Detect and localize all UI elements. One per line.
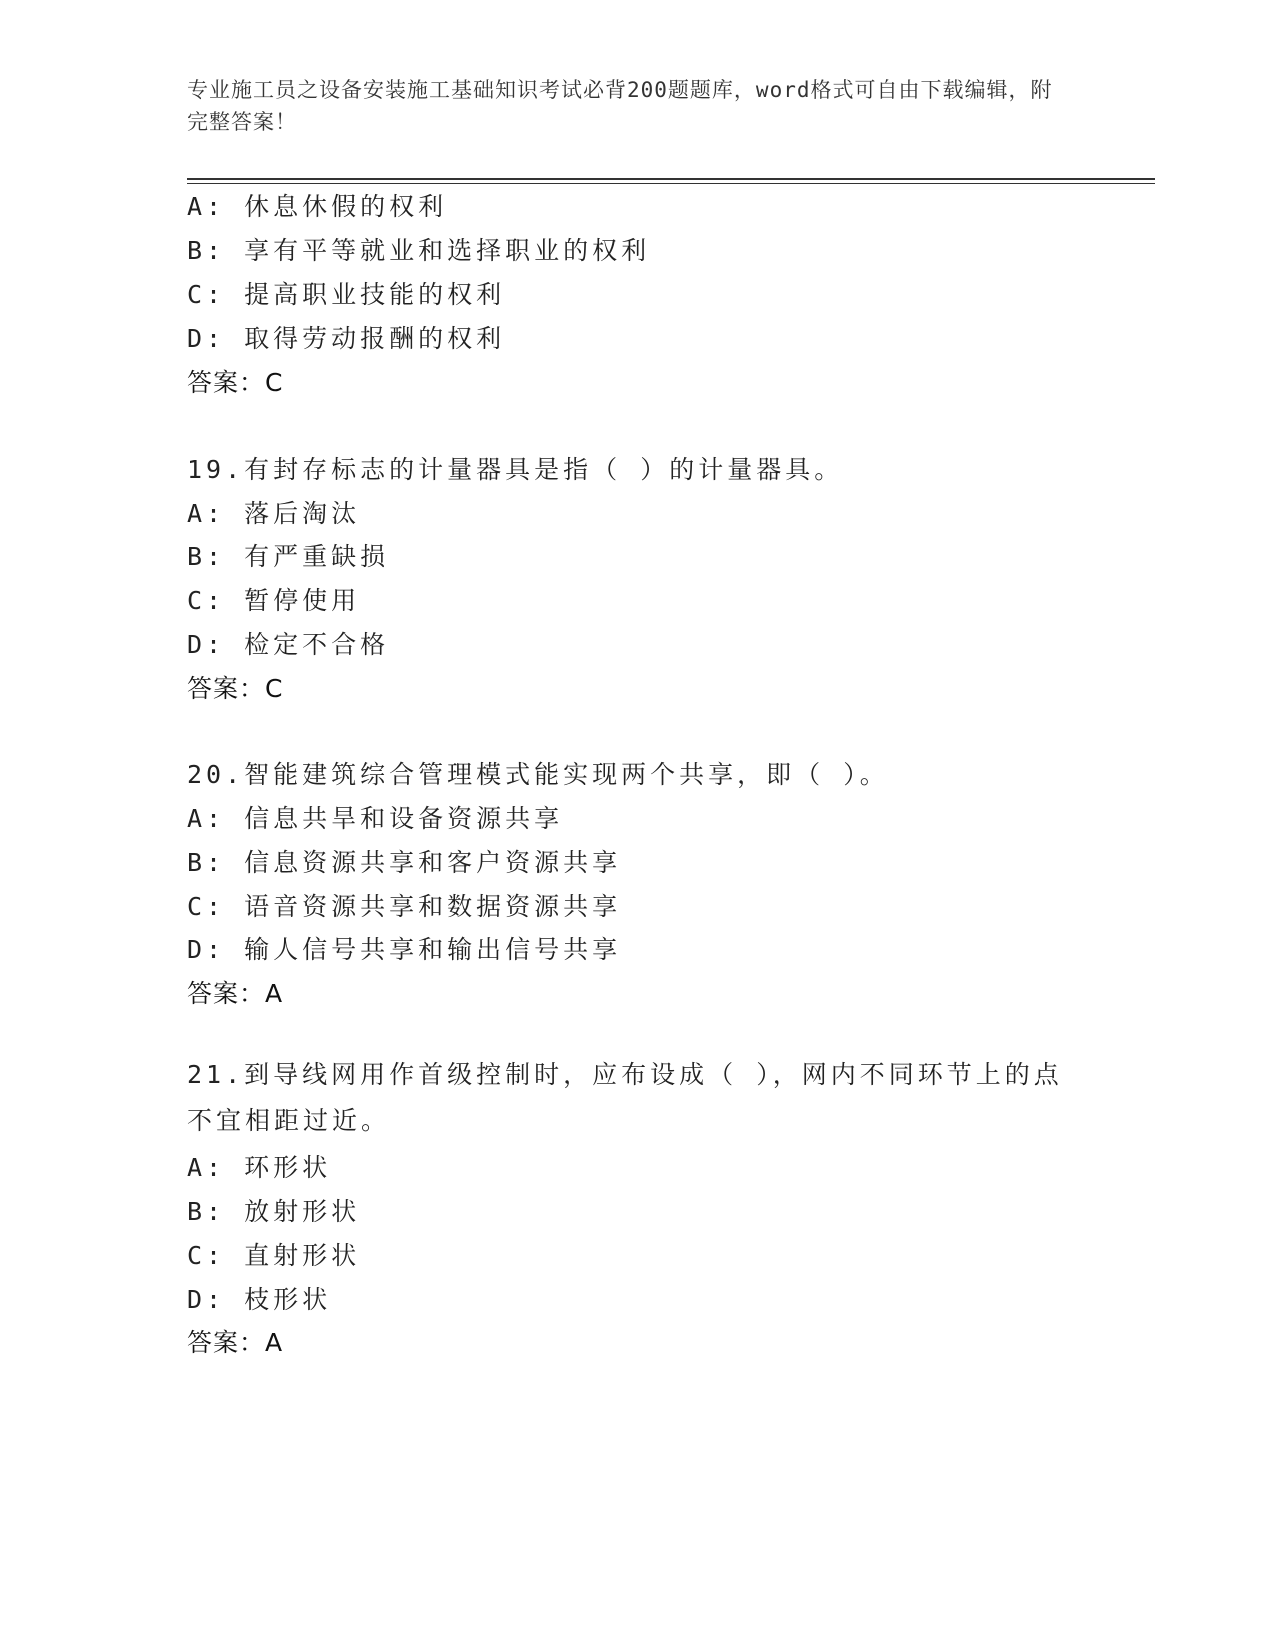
header-divider: [187, 178, 1155, 180]
option-c: C: 提高职业技能的权利: [187, 280, 506, 309]
option-d: D: 枝形状: [187, 1285, 332, 1314]
document-header: 专业施工员之设备安装施工基础知识考试必背200题题库，word格式可自由下载编辑，附完整答案！: [187, 78, 1053, 134]
option-c: C: 暂停使用: [187, 586, 361, 615]
option-d: D: 检定不合格: [187, 630, 390, 659]
question-21-stem: 21.到导线网用作首级控制时，应布设成（ ），网内不同环节上的点不宜相距过近。: [187, 1060, 1063, 1135]
option-c: C: 语音资源共享和数据资源共享: [187, 892, 622, 921]
option-d: D: 输人信号共享和输出信号共享: [187, 935, 622, 964]
option-a: A: 信息共旱和设备资源共享: [187, 804, 564, 833]
option-a: A: 环形状: [187, 1153, 332, 1182]
option-b: B: 有严重缺损: [187, 542, 390, 571]
option-b: B: 享有平等就业和选择职业的权利: [187, 236, 651, 265]
option-b: B: 放射形状: [187, 1197, 361, 1226]
answer-label: 答案：C: [187, 674, 284, 703]
question-19-stem: 19.有封存标志的计量器具是指（ ）的计量器具。: [187, 455, 844, 484]
option-d: D: 取得劳动报酬的权利: [187, 324, 506, 353]
option-a: A: 休息休假的权利: [187, 192, 448, 221]
option-b: B: 信息资源共享和客户资源共享: [187, 848, 622, 877]
answer-label: 答案：A: [187, 1328, 284, 1357]
question-20-stem: 20.智能建筑综合管理模式能实现两个共享，即（ ）。: [187, 760, 889, 789]
answer-label: 答案：C: [187, 368, 284, 397]
option-a: A: 落后淘汰: [187, 499, 361, 528]
option-c: C: 直射形状: [187, 1241, 361, 1270]
header-divider-thin: [187, 183, 1155, 184]
answer-label: 答案：A: [187, 979, 284, 1008]
